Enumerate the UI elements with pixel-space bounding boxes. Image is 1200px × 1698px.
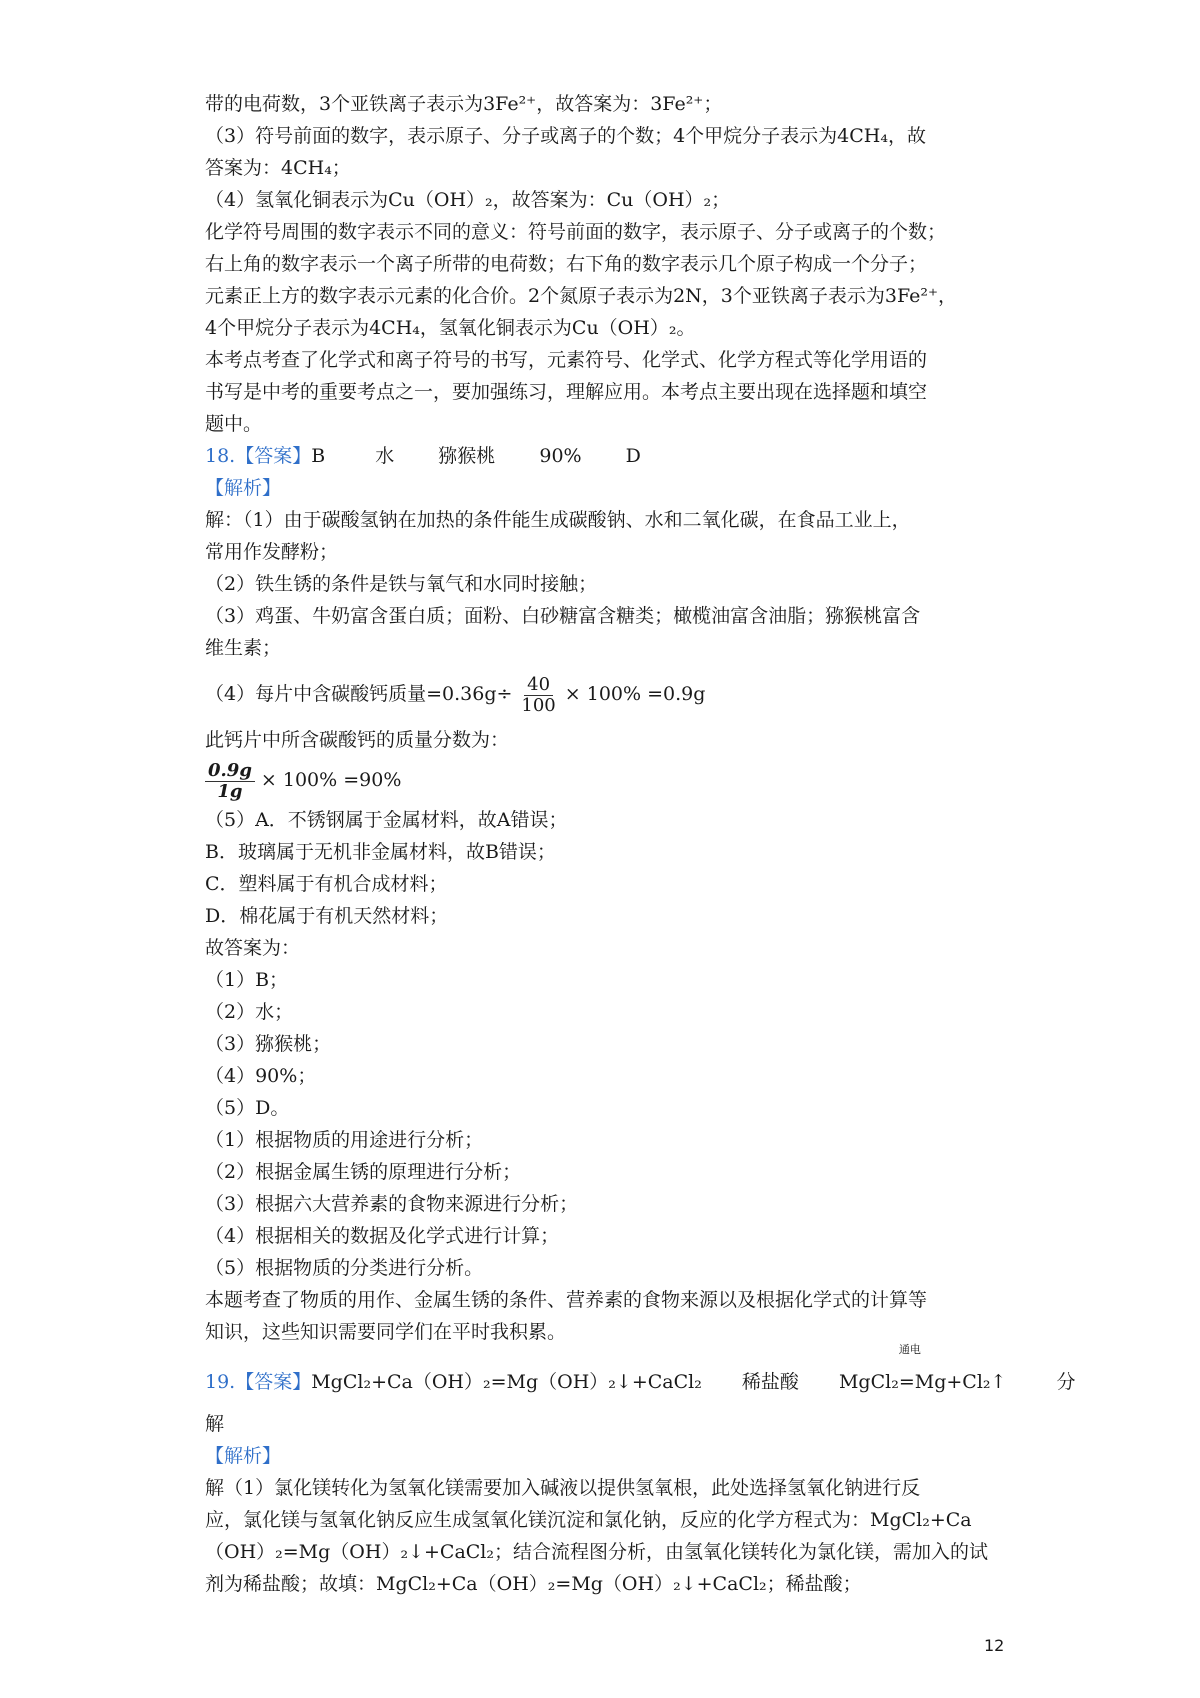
text-line: D．棉花属于有机天然材料； bbox=[205, 905, 449, 927]
q18-answer-1: B bbox=[311, 445, 326, 467]
text-line: 故答案为： bbox=[205, 937, 301, 959]
q18-answer-heading: 18.【答案】 bbox=[205, 445, 312, 467]
fraction-numerator: 0.9g bbox=[205, 761, 255, 782]
q19-answer-1: MgCl₂+Ca（OH）₂=Mg（OH）₂↓+CaCl₂ bbox=[311, 1371, 702, 1393]
text-line: （4）根据相关的数据及化学式进行计算； bbox=[205, 1225, 560, 1247]
text-line: 题中。 bbox=[205, 413, 263, 435]
text-line: （5）D。 bbox=[205, 1097, 290, 1119]
text-line: 应，氯化镁与氢氧化钠反应生成氢氧化镁沉淀和氯化钠，反应的化学方程式为：MgCl₂+Ca bbox=[205, 1509, 972, 1531]
formula-suffix: × 100% =90% bbox=[260, 769, 402, 791]
text-line: 解：（1）由于碳酸氢钠在加热的条件能生成碳酸钠、水和二氧化碳，在食品工业上， bbox=[205, 509, 911, 531]
page-number: 12 bbox=[984, 1636, 1005, 1655]
text-line: （2）根据金属生锈的原理进行分析； bbox=[205, 1161, 522, 1183]
reaction-equals: = bbox=[898, 1371, 915, 1393]
formula-suffix: × 100% =0.9g bbox=[564, 683, 706, 705]
text-line: 剂为稀盐酸；故填：MgCl₂+Ca（OH）₂=Mg（OH）₂↓+CaCl₂；稀盐酸； bbox=[205, 1573, 862, 1595]
page-content bbox=[205, 88, 1076, 1600]
text-line: 带的电荷数，3个亚铁离子表示为3Fe²⁺，故答案为：3Fe²⁺； bbox=[205, 93, 723, 115]
text-line: 书写是中考的重要考点之一，要加强练习，理解应用。本考点主要出现在选择题和填空 bbox=[205, 381, 928, 403]
fraction-denominator: 100 bbox=[521, 694, 556, 716]
text-line: （5）A．不锈钢属于金属材料，故A错误； bbox=[205, 809, 568, 831]
text-line: （3）鸡蛋、牛奶富含蛋白质；面粉、白砂糖富含糖类；橄榄油富含油脂；猕猴桃富含 bbox=[205, 605, 921, 627]
text-line: 解（1）氯化镁转化为氢氧化镁需要加入碱液以提供氢氧根，此处选择氢氧化钠进行反 bbox=[205, 1477, 921, 1499]
q18-answer-5: D bbox=[625, 445, 641, 467]
text-line: 解 bbox=[205, 1413, 225, 1435]
text-line: （3）符号前面的数字，表示原子、分子或离子的个数；4个甲烷分子表示为4CH₄，故 bbox=[205, 125, 926, 147]
text-line: （1）B； bbox=[205, 969, 289, 991]
reaction-condition bbox=[898, 1343, 921, 1406]
text-line: （OH）₂=Mg（OH）₂↓+CaCl₂；结合流程图分析，由氢氧化镁转化为氯化镁，需加入的试 bbox=[205, 1541, 989, 1563]
text-line: B．玻璃属于无机非金属材料，故B错误； bbox=[205, 841, 556, 863]
q19-answer-2: 稀盐酸 bbox=[741, 1371, 799, 1393]
reaction-condition-label: 通电 bbox=[898, 1343, 921, 1356]
text-line: 答案为：4CH₄； bbox=[205, 157, 351, 179]
text-line: （1）根据物质的用途进行分析； bbox=[205, 1129, 484, 1151]
text-line: （4）90%； bbox=[205, 1065, 317, 1087]
fraction bbox=[518, 675, 558, 716]
text-line: 知识，这些知识需要同学们在平时我积累。 bbox=[205, 1321, 567, 1343]
text-line: 4个甲烷分子表示为4CH₄，氢氧化铜表示为Cu（OH）₂。 bbox=[205, 317, 696, 339]
text-line: （4）氢氧化铜表示为Cu（OH）₂，故答案为：Cu（OH）₂； bbox=[205, 189, 731, 211]
text-line: C．塑料属于有机合成材料； bbox=[205, 873, 448, 895]
q18-answer-line bbox=[205, 440, 1005, 472]
text-line: 此钙片中所含碳酸钙的质量分数为： bbox=[205, 729, 510, 751]
q19-answer-heading: 19.【答案】 bbox=[205, 1371, 312, 1393]
text-line: 常用作发酵粉； bbox=[205, 541, 339, 563]
q19-answer-4: 分 bbox=[1056, 1371, 1076, 1393]
text-line: （5）根据物质的分类进行分析。 bbox=[205, 1257, 484, 1279]
q18-answer-2: 水 bbox=[375, 445, 395, 467]
fraction-numerator: 40 bbox=[524, 675, 553, 696]
q18-answer-4: 90% bbox=[539, 445, 582, 467]
formula-line bbox=[205, 756, 1005, 804]
q19-analysis-heading: 【解析】 bbox=[205, 1445, 282, 1467]
q19-answer-3-right: Mg+Cl₂↑ bbox=[914, 1371, 1007, 1393]
q19-answer-line bbox=[205, 1343, 1076, 1406]
formula-line bbox=[205, 670, 1005, 718]
text-line: 本考点考查了化学式和离子符号的书写，元素符号、化学式、化学方程式等化学用语的 bbox=[205, 349, 928, 371]
text-line: （3）根据六大营养素的食物来源进行分析； bbox=[205, 1193, 579, 1215]
fraction-denominator: 1g bbox=[217, 780, 243, 802]
q18-answer-3: 猕猴桃 bbox=[438, 445, 496, 467]
text-line: （2）铁生锈的条件是铁与氧气和水同时接触； bbox=[205, 573, 598, 595]
text-line: 本题考查了物质的用作、金属生锈的条件、营养素的食物来源以及根据化学式的计算等 bbox=[205, 1289, 928, 1311]
fraction bbox=[205, 761, 255, 802]
formula-prefix: （4）每片中含碳酸钙质量=0.36g÷ bbox=[205, 683, 513, 705]
q19-answer-3-left: MgCl₂ bbox=[838, 1371, 899, 1393]
q18-analysis-heading: 【解析】 bbox=[205, 477, 282, 499]
text-line: （2）水； bbox=[205, 1001, 294, 1023]
text-line: 维生素； bbox=[205, 637, 282, 659]
text-line: 化学符号周围的数字表示不同的意义：符号前面的数字，表示原子、分子或离子的个数； bbox=[205, 221, 947, 243]
text-line: 右上角的数字表示一个离子所带的电荷数；右下角的数字表示几个原子构成一个分子； bbox=[205, 253, 928, 275]
text-line: （3）猕猴桃； bbox=[205, 1033, 332, 1055]
text-line: 元素正上方的数字表示元素的化合价。2个氮原子表示为2N，3个亚铁离子表示为3Fe²⁺， bbox=[205, 285, 958, 307]
